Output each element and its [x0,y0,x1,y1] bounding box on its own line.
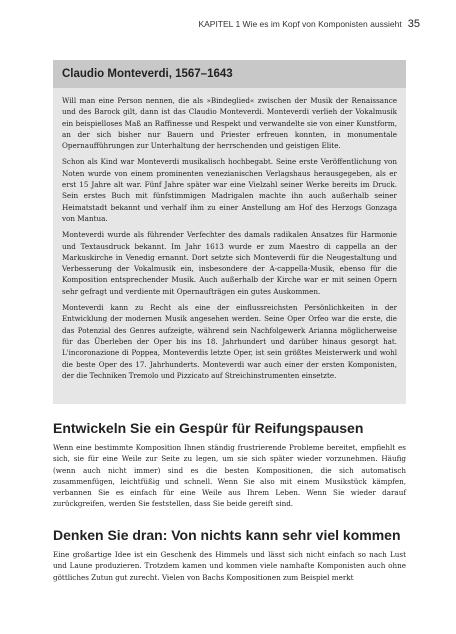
sidebar-box-title: Claudio Monteverdi, 1567–1643 [53,60,406,88]
section-body: Wenn eine bestimmte Komposition Ihnen ständig frustrierende Probleme bereitet, empfiehlt es sich, sie für eine Weile zur Seite zu legen, um sie sich später wieder vorzunehmen. Häufig (wenn auch nicht immer) sind es die besten Kompositionen, die sich automatisch zusammenfügen, leichtfüßig und schnell. Wenn Sie also mit einem Musikstück kämpfen, verbannen Sie es einfach für eine Weile aus Ihrem Leben. Wenn Sie wieder darauf zurückgreifen, werden Sie feststellen, dass Sie beide gereift sind. [53,443,406,509]
section-reifungspausen [53,419,406,510]
sidebar-paragraph: Schon als Kind war Monteverdi musikalisch hochbegabt. Seine erste Veröffentlichung von Noten wurde von einem prominenten venezianischen Verlagshaus herausgegeben, als er erst 15 Jahre alt war. Fünf Jahre später war eine Vielzahl seiner Werke bereits im Druck. Sein erstes Buch mit fünfstimmigen Madrigalen machte ihn auch außerhalb seiner Heimatstadt bekannt und verhalf ihm zu einer Anstellung am Hof des Herzogs Gonzaga von Mantua. [62,157,397,223]
sidebar-paragraph: Monteverdi kann zu Recht als eine der einflussreichsten Persönlichkeiten in der Entwicklung der modernen Musik angesehen werden. Seine Oper Orfeo war die erste, die das Potenzial des Genres aufzeigte, während sein Nachfolgewerk Arianna möglicherweise für das Überleben der Oper bis ins 18. Jahrhundert und darüber hinaus gesorgt hat. L'incoronazione di Poppea, Monteverdis letzte Oper, ist sein größtes Meisterwerk und wohl die beste Oper des 17. Jahrhunderts. Monteverdi war auch einer der ersten Komponisten, der die Techniken Tremolo und Pizzicato auf Streichinstrumenten einsetzte. [62,303,397,380]
sidebar-box [53,60,406,404]
chapter-title: KAPITEL 1 Wie es im Kopf von Komponisten aussieht [198,19,402,29]
sidebar-box-body [53,88,406,381]
section-heading: Denken Sie dran: Von nichts kann sehr viel kommen [53,527,401,543]
section-body: Eine großartige Idee ist ein Geschenk des Himmels und lässt sich nicht einfach so nach Lust und Laune produzieren. Trotzdem kamen und kommen viele namhafte Komponisten auch ohne göttliches Zutun gut zurecht. Vielen von Bachs Kompositionen zum Beispiel merkt [53,550,406,582]
sidebar-paragraph: Monteverdi wurde als führender Verfechter des damals radikalen Ansatzes für Harmonie und Textausdruck bekannt. Im Jahr 1613 wurde er zum Maestro di cappella an der Markuskirche in Venedig ernannt. Dort setzte sich Monteverdi für die Neugestaltung und Verbesserung der Vokalmusik ein, insbesondere der A-cappella-Musik, ebenso für die Komposition entsprechender Musik. Auch außerhalb der Kirche war er mit seinen Opern sehr gefragt und verdiente mit Opernaufträgen ein gutes Auskommen. [62,230,397,296]
running-header [198,18,420,30]
sidebar-paragraph: Will man eine Person nennen, die als »Bindeglied« zwischen der Musik der Renaissance und des Barock gilt, dann ist das Claudio Monteverdi. Monteverdi verlieh der Vokalmusik ein beispielloses Maß an Raffinesse und Respekt und verwandelte sie von einer Kunstform, an der sich bisher nur Bauern und Priester erfreuen konnten, in monumentale Opernaufführungen zur Unterhaltung der herrschenden und geistigen Elite. [62,96,397,151]
page-number: 35 [407,18,420,30]
section-heading: Entwickeln Sie ein Gespür für Reifungspausen [53,420,364,436]
section-von-nichts [53,526,406,583]
